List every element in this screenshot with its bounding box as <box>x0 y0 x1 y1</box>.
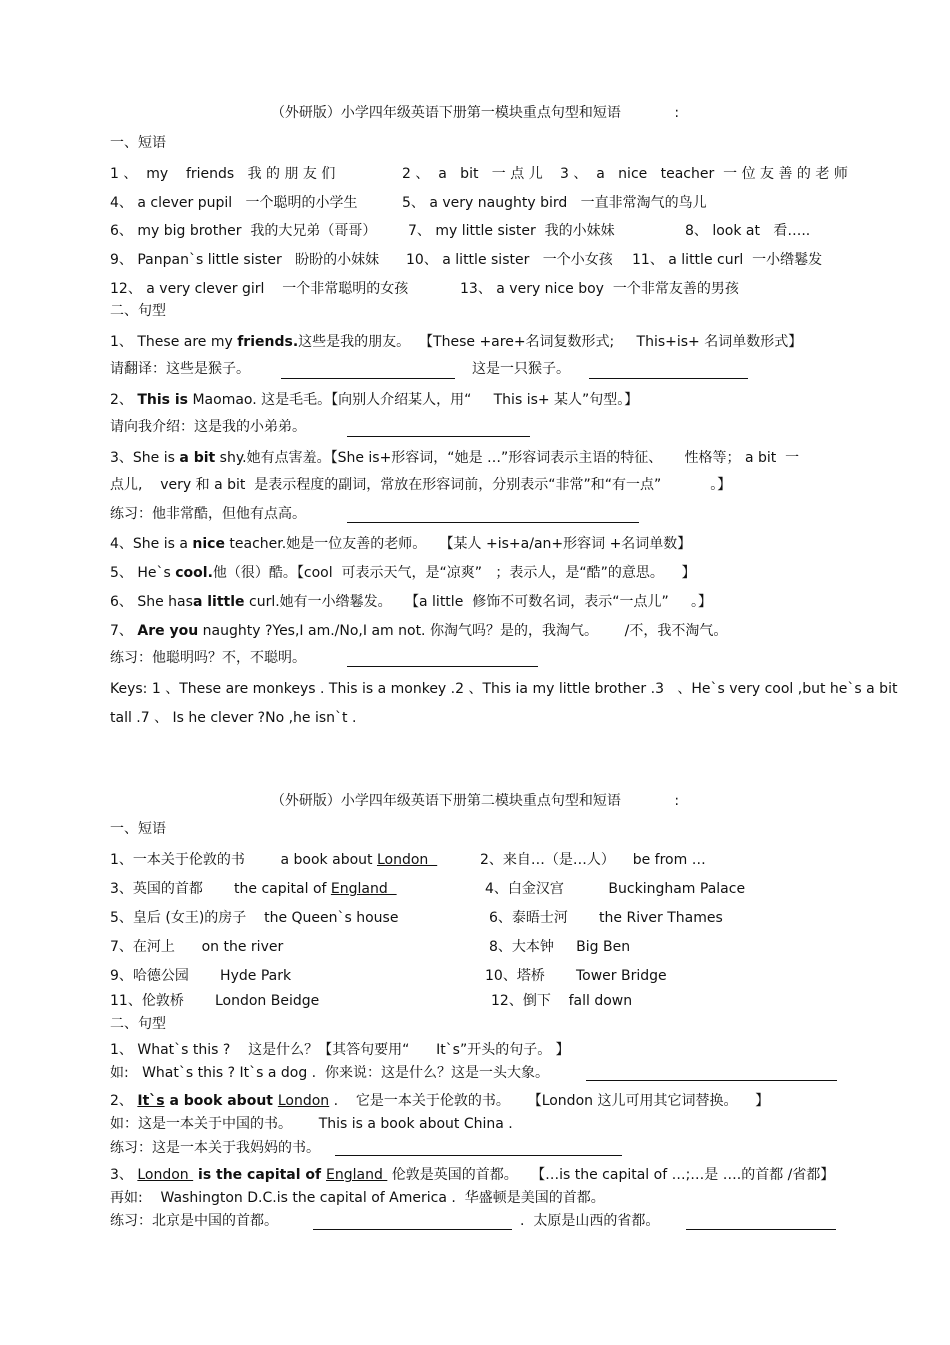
answer-blank[interactable] <box>335 1154 622 1156</box>
m1-phrase-5: 5、 a very naughty bird 一直非常淘气的鸟儿 <box>402 195 707 211</box>
m2-exercise-3b: . 太原是山西的省都。 <box>520 1213 660 1229</box>
m1-phrase-4: 4、 a clever pupil 一个聪明的小学生 <box>110 195 358 211</box>
m1-phrase-6: 6、 my big brother 我的大兄弟（哥哥） <box>110 223 377 239</box>
m1-section-phrases: 一、短语 <box>110 135 166 151</box>
m1-phrase-10: 10、 a little sister 一个小女孩 <box>406 252 613 268</box>
answer-blank[interactable] <box>686 1228 836 1230</box>
answer-blank[interactable] <box>586 1079 837 1081</box>
m1-phrase-3: 3 、 a nice teacher 一 位 友 善 的 老 师 <box>560 166 848 182</box>
m1-exercise-2: 请向我介绍：这是我的小弟弟。 <box>110 419 306 435</box>
m1-phrase-2: 2 、 a bit 一 点 儿 <box>402 166 543 182</box>
m1-exercise-3: 练习：他非常酷，但他有点高。 <box>110 506 306 522</box>
m1-phrase-8: 8、 look at 看….. <box>685 223 811 239</box>
m2-sentence-2: 2、 It`s a book about London . 它是一本关于伦敦的书。 【London 这儿可用其它词替换。 】 <box>110 1093 770 1109</box>
m2-phrase-7: 7、在河上 on the river <box>110 939 284 955</box>
m1-sentence-2: 2、 This is Maomao. 这是毛毛。【向别人介绍某人，用“ This is+ 某人”句型。】 <box>110 392 639 408</box>
m2-example-2: 如：这是一本关于中国的书。 This is a book about China . <box>110 1116 513 1132</box>
m1-keys-line-1: Keys: 1 、These are monkeys . This is a monkey .2 、This ia my little brother .3 、He`s very cool ,but he`s a bit <box>110 681 898 697</box>
m1-sentence-6: 6、 She hasa little curl.她有一小绺鬈发。 【a little 修饰不可数名词，表示“一点儿” 。】 <box>110 594 712 610</box>
m2-example-1: 如: What`s this ? It`s a dog . 你来说：这是什么？这是一头大象。 <box>110 1065 550 1081</box>
m2-phrase-9: 9、哈德公园 Hyde Park <box>110 968 292 984</box>
m1-sentence-7: 7、 Are you naughty ?Yes,I am./No,I am not. 你淘气吗？是的，我淘气。 /不，我不淘气。 <box>110 623 728 639</box>
m1-phrase-12: 12、 a very clever girl 一个非常聪明的女孩 <box>110 281 409 297</box>
m1-sentence-4: 4、She is a nice teacher.她是一位友善的老师。 【某人 +is+a/an+形容词 +名词单数】 <box>110 536 692 552</box>
answer-blank[interactable] <box>313 1228 512 1230</box>
m1-sentence-5: 5、 He`s cool.他（很）酷。【cool 可表示天气，是“凉爽” ；表示人，是“酷”的意思。 】 <box>110 565 696 581</box>
answer-blank[interactable] <box>347 665 538 667</box>
m2-sentence-1: 1、 What`s this ? 这是什么？【其答句要用“ It`s”开头的句子。 】 <box>110 1042 570 1058</box>
m1-sentence-3-cont: 点儿, very 和 a bit 是表示程度的副词，常放在形容词前，分别表示“非常”和“有一点” 。】 <box>110 477 732 493</box>
module1-title: （外研版）小学四年级英语下册第一模块重点句型和短语 : <box>270 105 680 121</box>
m1-exercise-1b: 这是一只猴子。 <box>472 361 570 377</box>
m1-section-sentences: 二、句型 <box>110 303 166 319</box>
answer-blank[interactable] <box>589 377 748 379</box>
m2-phrase-11: 11、伦敦桥 London Beidge <box>110 993 320 1009</box>
m1-sentence-3: 3、She is a bit shy.她有点害羞。【She is+形容词，“她是 …”形容词表示主语的特征、 性格等； a bit 一 <box>110 450 800 466</box>
answer-blank[interactable] <box>347 521 639 523</box>
m2-phrase-4: 4、白金汉宫 Buckingham Palace <box>485 881 746 897</box>
answer-blank[interactable] <box>347 435 530 437</box>
m2-phrase-1: 1、一本关于伦敦的书 a book about London <box>110 852 438 868</box>
m2-phrase-5: 5、皇后 (女王)的房子 the Queen`s house <box>110 910 399 926</box>
m2-sentence-3: 3、 London is the capital of England 伦敦是英国的首都。 【…is the capital of …;…是 ….的首都 /省都】 <box>110 1167 835 1183</box>
m1-phrase-9: 9、 Panpan`s little sister 盼盼的小妹妹 <box>110 252 380 268</box>
m1-phrase-1: 1 、 my friends 我 的 朋 友 们 <box>110 166 336 182</box>
m2-phrase-8: 8、大本钟 Big Ben <box>489 939 631 955</box>
m1-keys-line-2: tall .7 、 Is he clever ?No ,he isn`t . <box>110 710 357 726</box>
m1-exercise-1a: 请翻译：这些是猴子。 <box>110 361 250 377</box>
m1-phrase-11: 11、 a little curl 一小绺鬈发 <box>632 252 823 268</box>
m2-phrase-12: 12、倒下 fall down <box>491 993 633 1009</box>
m2-phrase-2: 2、来自…（是…人） be from … <box>480 852 706 868</box>
m1-phrase-7: 7、 my little sister 我的小妹妹 <box>408 223 615 239</box>
m1-sentence-1: 1、 These are my friends.这些是我的朋友。 【These +are+名词复数形式; This+is+ 名词单数形式】 <box>110 334 803 350</box>
m2-section-sentences: 二、句型 <box>110 1016 166 1032</box>
module2-title: （外研版）小学四年级英语下册第二模块重点句型和短语 : <box>270 793 680 809</box>
m2-example-3: 再如: Washington D.C.is the capital of America . 华盛顿是美国的首都。 <box>110 1190 605 1206</box>
m1-phrase-13: 13、 a very nice boy 一个非常友善的男孩 <box>460 281 739 297</box>
m2-phrase-3: 3、英国的首都 the capital of England <box>110 881 397 897</box>
m2-phrase-6: 6、泰晤士河 the River Thames <box>489 910 723 926</box>
answer-blank[interactable] <box>281 377 455 379</box>
m2-section-phrases: 一、短语 <box>110 821 166 837</box>
m1-exercise-7: 练习：他聪明吗？不，不聪明。 <box>110 650 306 666</box>
m2-exercise-3a: 练习：北京是中国的首都。 <box>110 1213 278 1229</box>
m2-exercise-2: 练习：这是一本关于我妈妈的书。 <box>110 1140 320 1156</box>
m2-phrase-10: 10、塔桥 Tower Bridge <box>485 968 667 984</box>
